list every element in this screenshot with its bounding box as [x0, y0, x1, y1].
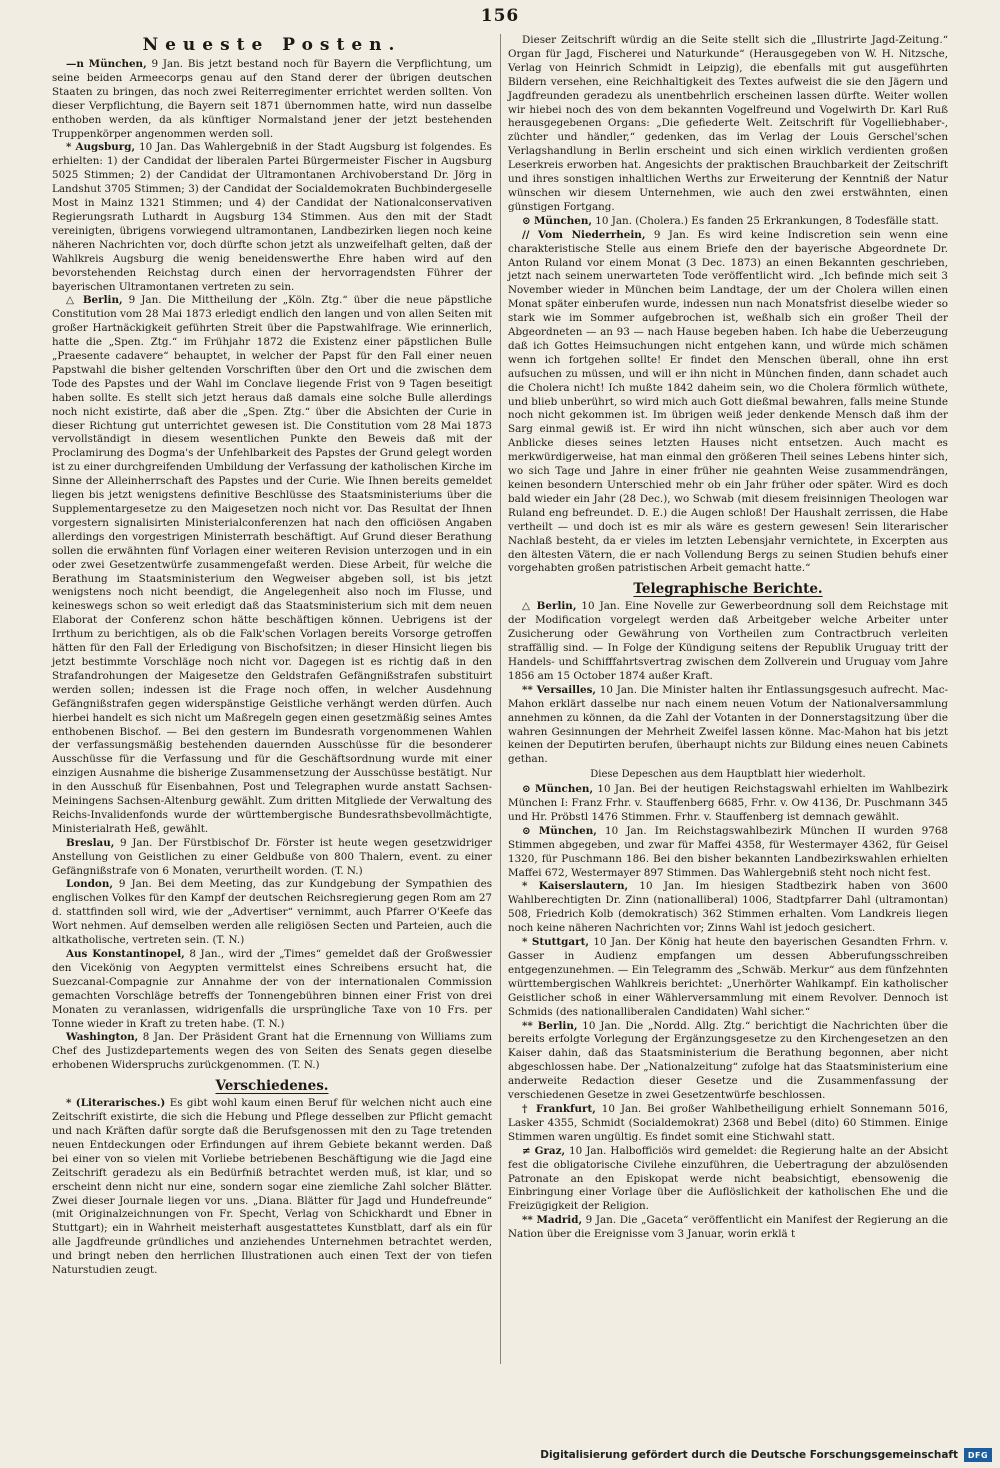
article-mark: —n [66, 58, 84, 70]
article-paragraph [508, 825, 948, 881]
article-paragraph [508, 600, 948, 683]
article-text: 10 Jan. Die „Nordd. Allg. Ztg.“ berichtigt die Nachrichten über die bereits erfolgte Vorlegung der Ergänzungsgesetze zu den Kirchengesetzen an den Kaiser dahin, daß das Staatsministerium die Berathung begonnen, aber nicht abgeschlossen habe. Der „Nationalzeitung“ zufolge hat das Staatsministerium eine anderweite Redaction dieser Gesetze und die Zusammenfassung der verschiedenen Gesetze in zwei Gesetzentwürfe beschlossen. [508, 1019, 948, 1102]
article-mark: ** [522, 1214, 533, 1227]
article-dateline: München, [538, 824, 597, 837]
article-paragraph [52, 878, 492, 948]
section-heading-telegraphische-berichte: Telegraphische Berichte. [633, 581, 823, 598]
article-mark: ≠ [522, 1144, 531, 1157]
article-text: Diese Depeschen aus dem Hauptblatt hier wiederholt. [590, 769, 866, 781]
article-text: 10 Jan. Bei großer Wahlbetheiligung erhielt Sonnemann 5016, Lasker 4355, Schmidt (Socialdemokrat) 2368 und Bebel (dito) 60 Stimmen. Einige Stimmen waren ungültig. Es findet somit eine Stichwahl statt. [508, 1102, 948, 1143]
article-mark: ** [522, 1019, 533, 1032]
article-mark: △ [66, 294, 77, 307]
article-note [508, 768, 948, 782]
article-mark: // [522, 228, 530, 241]
article-text: Es gibt wohl kaum einen Beruf für welchen nicht auch eine Zeitschrift existirte, die sich die Hebung und Pflege desselben zur Pflicht gemacht und nach Kräften dafür sorgte daß die Berufsgenossen mit den zu Tage tretenden neuen Entdeckungen oder Erfindungen auf ihrem Gebiete bekannt werden. Daß bei einer von so vielen mit Vorliebe betriebenen Beschäftigung wie die Jagd eine Zeitschrift geradezu als ein Bedürfniß betrachtet werden muß, ist klar, und so erscheint denn nicht nur eine, sondern sogar eine ziemliche Zahl solcher Blätter. Zwei dieser Journale liegen vor uns. „Diana. Blätter für Jagd und Hundefreunde“ (mit Originalzeichnungen von Fr. Specht, Verlag von Schickhardt und Ebner in Stuttgart); ein in Wahrheit meisterhaft ausgestattetes Kunstblatt, darf als ein für alle Jagdfreunde gründliches und anziehendes Unternehmen betrachtet werden, und bringt neben den herrlichen Illustrationen auch einen Text der von tiefen Naturstudien zeugt. [52, 1097, 492, 1277]
article-text: 10 Jan. Eine Novelle zur Gewerbeordnung soll dem Reichstage mit der Modification vorgelegt werden daß Arbeitgeber welche Arbeiter unter Zusicherung oder Gewährung von Vortheilen zum Contractbruch verleiten straffällig sind. — In Folge der Kündigung seitens der Republik Uruguay tritt der Handels- und Schifffahrtsvertrag zwischen dem Zollverein und Uruguay vom Jahre 1856 am 15 October 1874 außer Kraft. [508, 600, 948, 682]
article-dateline: Frankfurt, [536, 1102, 596, 1115]
article-mark: * [66, 1097, 72, 1110]
article-mark: ** [522, 683, 533, 696]
article-text: 9 Jan. Bis jetzt bestand noch für Bayern die Verpflichtung, um seine beiden Armeecorps genau auf den Stand derer der übrigen deutschen Staaten zu bringen, das noch zwei Reiterregimenter errichtet werden sollten. Von dieser Verpflichtung, die Bayern seit 1871 übernommen hatte, wird nun dasselbe enthoben werden, da als künftiger Normalstand jener der jetzt bestehenden Truppenkörper angenommen werden soll. [52, 58, 492, 140]
left-column [52, 34, 492, 1278]
article-dateline: München, [533, 214, 592, 227]
article-mark: * [522, 936, 528, 949]
article-paragraph [52, 837, 492, 879]
article-dateline: Stuttgart, [531, 936, 589, 949]
article-dateline: Madrid, [536, 1214, 583, 1227]
article-paragraph [508, 1145, 948, 1215]
article-paragraph [508, 1214, 948, 1242]
article-text: 10 Jan. Bei der heutigen Reichstagswahl erhielten im Wahlbezirk München I: Franz Frhr. v. Stauffenberg 6685, Frhr. v. Ow 4136, Dr. Puschmann 345 und Hr. Pröbstl 1476 Stimmen. Frhr. v. Stauffenberg ist demnach gewählt. [508, 783, 948, 823]
article-text: 10 Jan. Im Reichstagswahlbezirk München II wurden 9768 Stimmen abgegeben, und zwar für Maffei 4358, für Westermayer 4362, für Geisel 1320, für Puschmann 186. Bei den bisher bekannten Landbezirkswahlen erhielten Maffei 672, Westermayer 897 Stimmen. Das Wahlergebniß steht noch nicht fest. [508, 824, 948, 879]
article-paragraph [508, 936, 948, 1019]
article-mark: * [66, 141, 72, 154]
article-dateline: Versailles, [536, 683, 597, 696]
article-dateline: Washington, [66, 1031, 139, 1044]
article-paragraph [508, 215, 948, 229]
article-dateline: Aus Konstantinopel, [66, 948, 185, 960]
footer-bar [0, 1442, 1000, 1468]
right-articles-top [508, 34, 948, 576]
article-paragraph [52, 1031, 492, 1073]
article-paragraph [508, 783, 948, 825]
article-text: 9 Jan. Die Mittheilung der „Köln. Ztg.“ über die neue päpstliche Constitution vom 28 Mai 1873 erledigt endlich den langen und von allen Seiten mit großer Hartnäckigkeit geführten Streit über die Papstwahlfrage. Wie erinnerlich, hatte die „Spen. Ztg.“ im Frühjahr 1872 die Existenz einer päpstlichen Bulle „Praesente cadavere“ behauptet, in welcher der Papst für den Fall einer neuen Papstwahl die bisher geltenden Vorschriften über den Ort und die zwischen dem Tode des Papstes und der Wahl im Conclave liegende Frist von 9 Tagen beseitigt haben sollte. Es stellt sich jetzt heraus daß damals eine solche Bulle allerdings noch nicht existirte, daß aber die „Spen. Ztg.“ über die Absichten der Curie in dieser Richtung gut unterrichtet gewesen ist. Die Constitution vom 28 Mai 1873 vervollständigt in diesem wesentlichen Punkte den Beweis daß mit der Proclamirung des Dogma's der Unfehlbarkeit des Papstes der Grund gelegt worden ist zu einer durchgreifenden Umbildung der Verfassung der katholischen Kirche im Sinne der Alleinherrschaft des Papstes und der Curie. Wie Ihnen bereits gemeldet liegen bis jetzt wenigstens definitive Beschlüsse des Staatsministeriums über die Supplementargesetze zu den Maigesetzen noch nicht vor. Das Resultat der Ihnen vorgestern signalisirten Ministerialconferenzen hat nach den officiösen Angaben allerdings den vorgestrigen Ministerrath beschäftigt. Auf Grund dieser Berathung sollen die erwähnten fünf Vorlagen einer weiteren Revision unterzogen und in ein oder zwei Gesetzentwürfe zusammengefaßt werden. Diese Arbeit, für welche die Berathung im Staatsministerium den Wegweiser abgeben soll, ist bis jetzt wenigstens noch nicht beendigt, die Angelegenheit also noch im Flusse, und keineswegs schon so weit erledigt daß das Staatsministerium sich mit dem neuen Elaborat der Conferenz schon hätte beschäftigen können. Uebrigens ist der Irrthum zu berichtigen, als ob die Falk'schen Vorlagen bereits Vorsorge getroffen hätten für den Fall der Erledigung von Bischofsitzen; in dieser Hinsicht liegen bis jetzt bestimmte Vorschläge noch nicht vor. Dagegen ist es richtig daß in den Strafandrohungen der Maigesetze den Geldstrafen Gefängnißstrafen substituirt werden sollen; indessen ist die Frage noch offen, in welcher Ausdehnung Gefängnißstrafen gegen widerspänstige Geistliche verhängt werden dürfen. Auch hierbei handelt es sich nicht um Maßregeln gegen einen gesetzmäßig seines Amtes enthobenen Bischof. — Bei den gestern im Bundesrath vorgenommenen Wahlen der verfassungsmäßig bestehenden dauernden Ausschüsse für die besonderer Ausschüsse für die Verfassung und für die Geschäftsordnung wurde mit einer einzigen Ausnahme die bisherige Zusammensetzung der Ausschüsse bestätigt. Nur in den Ausschuß für Eisenbahnen, Post und Telegraphen wurde anstatt Sachsen-Meiningens Sachsen-Altenburg gewählt. Zum dritten Mitgliede der Verwaltung des Reichs-Invalidenfonds wurde der württembergische Bundesrathsbevollmächtigte, Ministerialrath Heß, gewählt. [52, 294, 492, 835]
article-text: 8 Jan. Der Präsident Grant hat die Ernennung von Williams zum Chef des Justizdepartements wegen des von Seiten des Senats gegen dieselbe erhobenen Widerspruchs zurückgenommen. (T. N.) [52, 1031, 492, 1072]
article-text: 10 Jan. (Cholera.) Es fanden 25 Erkrankungen, 8 Todesfälle statt. [591, 214, 939, 227]
article-text: 10 Jan. Im hiesigen Stadtbezirk haben von 3600 Wahlberechtigten Dr. Zinn (nationalliberal) 1006, Stadtpfarrer Dahl (ultramontan) 508, Friedrich Kolb (demokratisch) 362 Stimmen erhalten. Vom Landkreis liegen noch keine näheren Nachrichten vor; Zinns Wahl ist jedoch gesichert. [508, 880, 948, 935]
article-text: 10 Jan. Die Minister halten ihr Entlassungsgesuch aufrecht. Mac-Mahon erklärt dasselbe nur nach einem neuen Votum der Nationalversammlung annehmen zu können, da die Zahl der Votanten in der Donnerstagsitzung über die wahren Gesinnungen der Mehrheit Zweifel lassen könne. Mac-Mahon hat bis jetzt keinen der Deputirten berufen, überhaupt nichts zur Bildung eines neuen Cabinets gethan. [508, 683, 948, 766]
article-dateline: München, [88, 58, 147, 70]
article-dateline: (Literarisches.) [75, 1097, 166, 1110]
article-dateline: Berlin, [82, 294, 123, 307]
article-paragraph [52, 948, 492, 1031]
article-text: 9 Jan. Es wird keine Indiscretion sein wenn eine charakteristische Stelle aus einem Briefe den der bayerische Abgeordnete Dr. Anton Ruland vor einem Monat (3 Dec. 1873) an einen Bekannten geschrieben, jetzt nach seinem unerwarteten Tode veröffentlicht wird. „Ich befinde mich seit 3 November wieder in München beim Landtage, der um der Cholera willen einen Monat später einberufen wurde, indessen nun nach Monatsfrist dieselbe wieder so stark wie im Sommer aufgebrochen ist, weßhalb sich ein großer Theil der Abgeordneten — an 93 — nach Hause begeben haben. Ich habe die Ueberzeugung daß ich Gottes Heimsuchungen nicht entgehen kann, und würde mich schämen wenn ich fortgehen sollte! Er findet den Menschen überall, ohne ihn erst aufsuchen zu müssen, und will er ihn nicht in München finden, dann schadet auch die Cholera nicht! Ich mußte 1842 daheim sein, wo die Cholera förmlich wüthete, und blieb unberührt, so wird mich auch Gott dießmal bewahren, falls meine Stunde noch nicht gekommen ist. Im übrigen weiß jeder denkende Mensch daß ihm der Sarg einmal gewiß ist. Er wird ihn nicht wünschen, sich aber auch vor dem Anblicke dieses seines letzten Hauses nicht entsetzen. Auch macht es merkwürdigerweise, hat man einmal den größeren Theil seines Lebens hinter sich, wo sich Tage und Jahre in einer früher nie geahnten Weise zusammendrängen, keinen besondern Unterschied mehr ob ein Jahr früher oder später. Wird es doch bald wieder ein Jahr (28 Dec.), wo Schwab (mit diesem freisinnigen Theologen war Ruland eng befreundet. D. E.) die Augen schloß! Der Haushalt zerrissen, die Habe vertheilt — und doch ist es mir als wäre es gestern gewesen! Sein literarischer Nachlaß besteht, da er vieles im letzten Lebensjahr vernichtete, in Excerpten aus den ältesten Vätern, die er nach Vollendung Bergs zu seinen Studien behufs einer vorgehabten großen patristischen Arbeit gemacht hatte.“ [508, 228, 948, 575]
article-paragraph [52, 141, 492, 294]
article-mark: △ [522, 600, 532, 613]
left-articles [52, 58, 492, 1073]
article-text: 9 Jan. Der Fürstbischof Dr. Förster ist heute wegen gesetzwidriger Anstellung von Geistlichen zu einer Geldbuße von 800 Thalern, event. zu einer Gefängnißstrafe von 6 Monaten, verurtheilt worden. (T. N.) [52, 836, 492, 877]
article-text: 8 Jan., wird der „Times“ gemeldet daß der Großwessier den Vicekönig von Aegypten vermittelst eines Schreibens ersucht hat, die Suezcanal-Compagnie zur Annahme der von der internationalen Commission gemachten Vorschläge betreffs der Tonnengebühren binnen einer Frist von drei Monaten zu veranlassen, widrigenfalls die ursprüngliche Taxe von 10 Frs. per Tonne wieder in Kraft zu treten habe. (T. N.) [52, 948, 492, 1030]
article-paragraph [52, 294, 492, 836]
article-paragraph [52, 58, 492, 141]
page-number: 156 [480, 6, 520, 26]
article-text: 10 Jan. Der König hat heute den bayerischen Gesandten Frhrn. v. Gasser in Audienz empfangen um dessen Abberufungsschreiben entgegenzunehmen. — Ein Telegramm des „Schwäb. Merkur“ aus dem fünfzehnten württembergischen Wahlkreis berichtet: „Unerhörter Wahlkampf. Ein katholischer Geistlicher schoß in einer Wählerversammlung mit einem Revolver. Dennoch ist Schmids (des nationalliberalen Candidaten) Wahl sicher.“ [508, 936, 948, 1018]
article-text: 9 Jan. Die „Gaceta“ veröffentlicht ein Manifest der Regierung an die Nation über die Ereignisse vom 3 Januar, worin erklä t [508, 1214, 948, 1241]
column-divider [500, 34, 501, 1364]
article-dateline: Berlin, [537, 1019, 578, 1032]
article-text: 10 Jan. Das Wahlergebniß in der Stadt Augsburg ist folgendes. Es erhielten: 1) der Candidat der liberalen Partei Bürgermeister Fischer in Augsburg 5025 Stimmen; 2) der Candidat der Ultramontanen Archivoberstand Dr. Jörg in Landshut 3705 Stimmen; 3) der Candidat der Socialdemokraten Buchbindergeselle Most in Mainz 1321 Stimmen; und 4) der Candidat der Nationalconservativen Regierungsrath Luthardt in Augsburg 134 Stimmen. Aus den mit der Stadt vereinigten, übrigens vorwiegend ultramontanen, Landbezirken liegen noch keine näheren Nachrichten vor, doch dürfte schon jetzt als unzweifelhaft gelten, daß der Wahlkreis Augsburg die wenig beneidenswerthe Ehre haben wird auf den bevorstehenden Reichstag durch einen der hervorragendsten Führer der bayerischen Ultramontanen vertreten zu sein. [52, 141, 492, 293]
article-paragraph [508, 1020, 948, 1103]
section-heading-neueste-posten: Neueste Posten. [142, 35, 402, 55]
article-mark: ⊙ [522, 783, 531, 796]
article-paragraph [508, 1103, 948, 1145]
article-paragraph [508, 229, 948, 577]
article-dateline: Augsburg, [75, 141, 136, 154]
article-dateline: Breslau, [66, 836, 115, 849]
right-column [508, 34, 948, 1242]
article-mark: ⊙ [522, 824, 531, 837]
article-mark: ⊙ [522, 214, 531, 227]
article-paragraph [508, 684, 948, 767]
article-dateline: Graz, [534, 1144, 566, 1157]
article-paragraph [52, 1097, 492, 1278]
article-mark: * [522, 880, 528, 893]
article-dateline: Kaiserslautern, [538, 880, 629, 893]
section-heading-verschiedenes: Verschiedenes. [215, 1078, 329, 1095]
article-text: 10 Jan. Halbofficiös wird gemeldet: die Regierung halte an der Absicht fest die obligatorische Civilehe einzuführen, die Uebertragung der abzulösenden Patronate an den Episkopat werde nicht beabsichtigt, ebensowenig die Einbringung einer Vorlage über die Auflöslichkeit der katholischen Ehe und die Freizügigkeit der Religion. [508, 1144, 948, 1213]
article-dateline: Vom Niederrhein, [537, 228, 646, 241]
article-dateline: Berlin, [536, 600, 577, 613]
article-text: Dieser Zeitschrift würdig an die Seite stellt sich die „Illustrirte Jagd-Zeitung.“ Organ für Jagd, Fischerei und Naturkunde“ (Herausgegeben von W. H. Nitzsche, Verlag von Heinrich Schmidt in Leipzig), die ebenfalls mit gut ausgeführten Bildern versehen, eine Reichhaltigkeit des Textes aufweist die sie den Jägern und Jagdfreunden geradezu als unentbehrlich erscheinen lassen dürfte. Weiter wollen wir hiebei noch des von dem bekannten Vogelfreund und Vogelwirth Dr. Karl Ruß herausgegebenen Organs: „Die gefiederte Welt. Zeitschrift für Vogelliebhaber-, züchter und händler,“ gedenken, das im Verlag der Louis Gerschel'schen Verlagshandlung in Berlin erscheint und sich einen wirklich verdienten großen Leserkreis erworben hat. Angesichts der praktischen Brauchbarkeit der Zeitschrift und ihres sonstigen inhaltlichen Werths zur Erweiterung der Kenntniß der Natur wünschen wir diesem Unternehmen, wie auch den zwei erstwähnten, einen günstigen Fortgang. [508, 34, 948, 213]
article-mark: † [522, 1102, 531, 1115]
dfg-logo-icon: DFG [964, 1448, 992, 1462]
footer-credit: Digitalisierung gefördert durch die Deutsche Forschungsgemeinschaft [540, 1449, 958, 1461]
article-text: 9 Jan. Bei dem Meeting, das zur Kundgebung der Sympathien des englischen Volkes für den Kampf der deutschen Reichsregierung gegen Rom am 27 d. stattfinden soll wird, wie der „Advertiser“ vernimmt, auch Pfarrer O'Keefe das Wort nehmen. Auf demselben werden alle religiösen Secten und Parteien, auch die altkatholische, vertreten sein. (T. N.) [52, 878, 492, 947]
article-dateline: München, [535, 783, 594, 796]
article-paragraph [508, 34, 948, 215]
article-paragraph [508, 880, 948, 936]
article-dateline: London, [66, 878, 113, 891]
left-misc-articles [52, 1097, 492, 1278]
right-articles-bottom [508, 600, 948, 1242]
